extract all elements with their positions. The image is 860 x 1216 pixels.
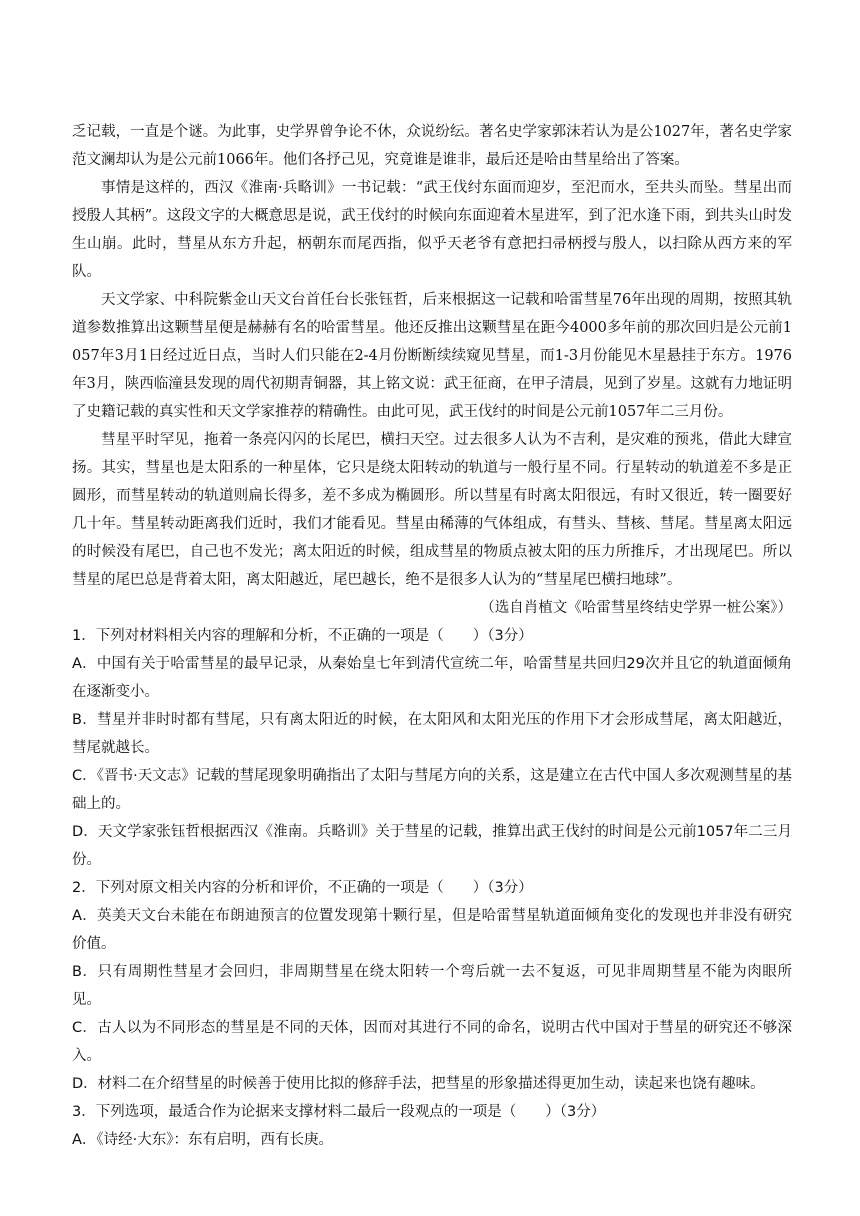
question-1-option-c: C．《晋书·天文志》记载的彗尾现象明确指出了太阳与彗尾方向的关系，这是建立在古代中国人多次观测彗星的基础上的。 bbox=[72, 768, 792, 812]
question-1-stem: 1．下列对材料相关内容的理解和分析，不正确的一项是（ ）（3分） bbox=[72, 628, 533, 644]
question-2 bbox=[72, 874, 792, 1098]
question-2-option-b: B．只有周期性彗星才会回归，非周期彗星在绕太阳转一个弯后就一去不复返，可见非周期彗星不能为肉眼所见。 bbox=[72, 964, 792, 1008]
passage-source: （选自肖植文《哈雷彗星终结史学界一桩公案》） bbox=[480, 600, 792, 616]
question-3-option-a: A．《诗经·大东》：东有启明，西有长庚。 bbox=[72, 1132, 334, 1148]
question-3 bbox=[72, 1098, 792, 1154]
document-page bbox=[72, 118, 792, 1154]
passage-paragraph-4: 彗星平时罕见，拖着一条亮闪闪的长尾巴，横扫天空。过去很多人认为不吉利，是灾难的预兆，借此大肆宣扬。其实，彗星也是太阳系的一种星体，它只是绕太阳转动的轨道与一般行星不同。行星转动的轨道差不多是正圆形，而彗星转动的轨道则扁长得多，差不多成为椭圆形。所以彗星有时离太阳很远，有时又很近，转一圈要好几十年。彗星转动距离我们近时，我们才能看见。彗星由稀薄的气体组成，有彗头、彗核、彗尾。彗星离太阳远的时候没有尾巴，自己也不发光；离太阳近的时候，组成彗星的物质点被太阳的压力所推斥，才出现尾巴。所以彗星的尾巴总是背着太阳，离太阳越近，尾巴越长，绝不是很多人认为的“彗星尾巴横扫地球”。 bbox=[72, 432, 792, 588]
question-2-stem: 2．下列对原文相关内容的分析和评价，不正确的一项是（ ）（3分） bbox=[72, 880, 533, 896]
question-1-option-a: A．中国有关于哈雷彗星的最早记录，从秦始皇七年到清代宣统二年，哈雷彗星共回归29次并且它的轨道面倾角在逐渐变小。 bbox=[72, 656, 792, 700]
question-2-option-d: D．材料二在介绍彗星的时候善于使用比拟的修辞手法，把彗星的形象描述得更加生动，读起来也饶有趣味。 bbox=[72, 1076, 765, 1092]
passage-paragraph-3: 天文学家、中科院紫金山天文台首任台长张钰哲，后来根据这一记载和哈雷彗星76年出现的周期，按照其轨道参数推算出这颗彗星便是赫赫有名的哈雷彗星。他还反推出这颗彗星在距今4000多年前的那次回归是公元前1057年3月1日经过近日点，当时人们只能在2-4月份断断续续窥见彗星，而1-3月份能见木星悬挂于东方。1976年3月，陕西临潼县发现的周代初期青铜器，其上铭文说：武王征商，在甲子清晨，见到了岁星。这就有力地证明了史籍记载的真实性和天文学家推荐的精确性。由此可见，武王伐纣的时间是公元前1057年二三月份。 bbox=[72, 292, 792, 420]
question-3-stem: 3．下列选项，最适合作为论据来支撑材料二最后一段观点的一项是（ ）（3分） bbox=[72, 1104, 606, 1120]
question-1 bbox=[72, 622, 792, 874]
question-2-option-a: A．英美天文台未能在布朗迪预言的位置发现第十颗行星，但是哈雷彗星轨道面倾角变化的发现也并非没有研究价值。 bbox=[72, 908, 792, 952]
question-1-option-d: D．天文学家张钰哲根据西汉《淮南。兵略训》关于彗星的记载，推算出武王伐纣的时间是公元前1057年二三月份。 bbox=[72, 824, 792, 868]
question-1-option-b: B．彗星并非时时都有彗尾，只有离太阳近的时候，在太阳风和太阳光压的作用下才会形成彗尾，离太阳越近，彗尾就越长。 bbox=[72, 712, 792, 756]
question-2-option-c: C．古人以为不同形态的彗星是不同的天体，因而对其进行不同的命名，说明古代中国对于彗星的研究还不够深入。 bbox=[72, 1020, 792, 1064]
passage-paragraph-1: 乏记载，一直是个谜。为此事，史学界曾争论不休，众说纷纭。著名史学家郭沫若认为是公1027年，著名史学家范文澜却认为是公元前1066年。他们各抒己见，究竟谁是谁非，最后还是哈由彗星给出了答案。 bbox=[72, 124, 792, 168]
passage-paragraph-2: 事情是这样的，西汉《淮南·兵略训》一书记载：“武王伐纣东面而迎岁，至汜而水，至共头而坠。彗星出而授殷人其柄”。这段文字的大概意思是说，武王伐纣的时候向东面迎着木星进军，到了汜水逢下雨，到共头山时发生山崩。此时，彗星从东方升起，柄朝东而尾西指，似乎天老爷有意把扫帚柄授与殷人，以扫除从西方来的军队。 bbox=[72, 180, 792, 280]
